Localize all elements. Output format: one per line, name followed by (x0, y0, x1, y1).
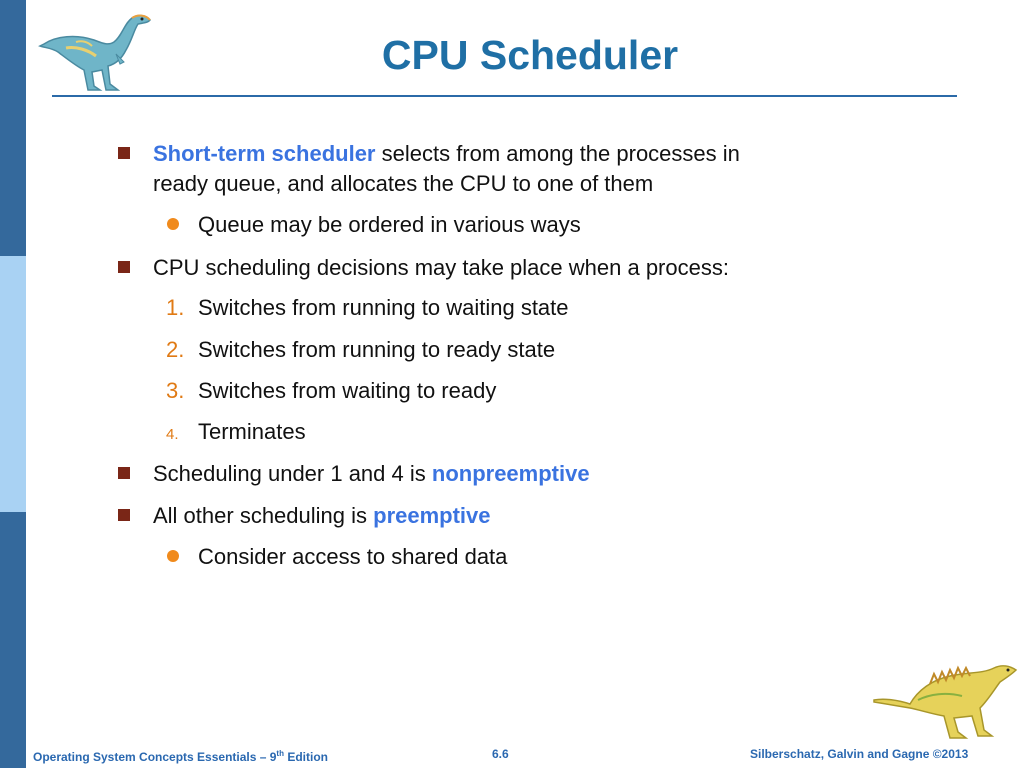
square-bullet (118, 147, 130, 159)
footer-title-prefix: Operating System Concepts Essentials – 9 (33, 750, 277, 764)
list-number: 3. (166, 378, 185, 403)
list-item: Switches from running to waiting state (198, 295, 569, 320)
footer-book-title (33, 746, 328, 765)
square-bullet (118, 261, 130, 273)
bullet-3-prefix: Scheduling under 1 and 4 is (153, 461, 432, 486)
footer-title-sup: th (276, 749, 284, 758)
bullet-1-line-2: ready queue, and allocates the CPU to one of them (153, 171, 654, 196)
sidebar-middle-block (0, 256, 26, 512)
sidebar-bottom-block (0, 512, 26, 768)
dinosaur-bottom-icon (870, 660, 1020, 742)
list-number: 1. (166, 295, 185, 320)
bullet-1-text: selects from among the processes in (375, 141, 740, 166)
square-bullet (118, 509, 130, 521)
title-divider (52, 95, 957, 97)
preemptive-term: preemptive (373, 503, 491, 528)
list-item: Switches from waiting to ready (198, 378, 497, 403)
footer-title-suffix: Edition (283, 750, 328, 764)
bullet-4-prefix: All other scheduling is (153, 503, 374, 528)
bullet-1-sub: Queue may be ordered in various ways (198, 212, 581, 237)
bullet-4-text (153, 502, 491, 530)
square-bullet (118, 467, 130, 479)
slide-title: CPU Scheduler (381, 32, 679, 78)
sidebar-top-block (0, 0, 26, 256)
nonpreemptive-term: nonpreemptive (431, 461, 590, 486)
bullet-4-sub: Consider access to shared data (198, 544, 508, 569)
dinosaur-top-icon (36, 6, 156, 94)
round-bullet (167, 550, 179, 562)
slide-number: 6.6 (492, 747, 509, 761)
list-item: Switches from running to ready state (198, 337, 556, 362)
list-item: Terminates (198, 419, 306, 444)
short-term-scheduler-term: Short-term scheduler (153, 141, 376, 166)
list-number: 2. (166, 337, 185, 362)
list-number: 4. (166, 426, 179, 443)
footer-authors: Silberschatz, Galvin and Gagne ©2013 (750, 747, 969, 761)
bullet-3-text (153, 460, 590, 488)
left-sidebar (0, 0, 26, 768)
bullet-2-text: CPU scheduling decisions may take place when a process: (153, 255, 729, 280)
bullet-1-line-1 (153, 140, 740, 168)
round-bullet (167, 218, 179, 230)
